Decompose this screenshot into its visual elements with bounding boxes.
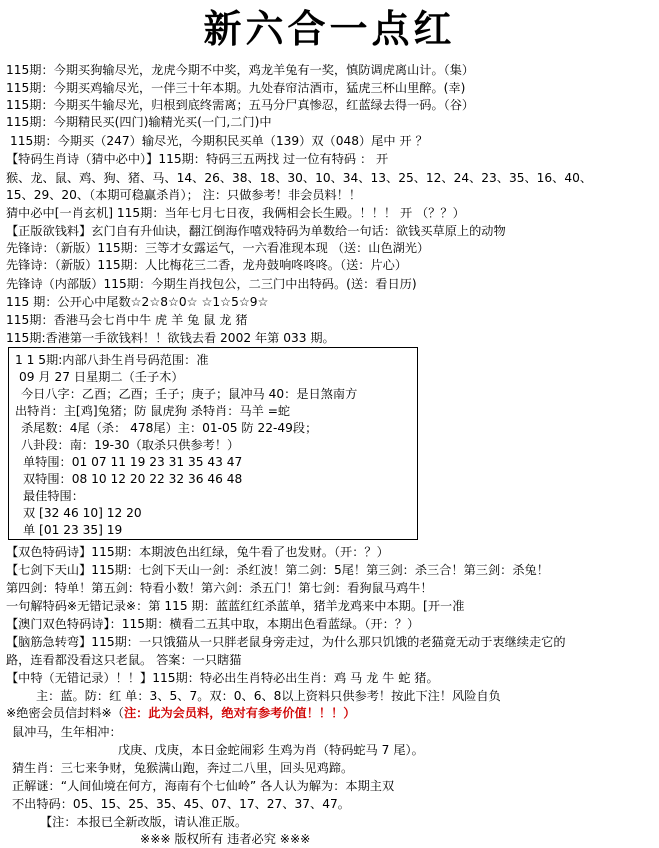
- bottom-line: 一句解特码※无错记录※：第 115 期：蓝蓝红红杀蓝单，猪羊龙鸡来中本期。[开一准: [6, 599, 465, 613]
- bottom-line: 路，连看都没看这只老鼠。 答案：一只瞎猫: [6, 653, 242, 667]
- top-line: 115期：今期精民买(四门)输精光买(一门,二门)中: [6, 115, 272, 129]
- vip-line: 【注：本报已全新改版，请认准正版。: [40, 815, 248, 829]
- box-line: 09 月 27 日星期二（壬子木）: [19, 370, 184, 384]
- top-line: 115期：今期买（247）输尽光，今期积民买单（139）双（048）尾中 开 ？: [10, 134, 428, 148]
- vip-note: 注：此为会员料，绝对有参考价值！！！）: [123, 706, 356, 720]
- box-line: 出特肖：主[鸡]兔猪；防 鼠虎狗 杀特肖：马羊 =蛇: [15, 404, 291, 418]
- box-line: 杀尾数：4尾（杀： 478尾）主：01-05 防 22-49段；: [21, 421, 318, 435]
- top-line: 115期：香港马会七肖中牛 虎 羊 兔 鼠 龙 猪: [6, 313, 248, 327]
- top-line: 先锋诗（内部版）115期：今期生肖找包公，二三门中出特码。(送：看日历): [6, 277, 417, 291]
- box-line: 单特围：01 07 11 19 23 31 35 43 47: [23, 455, 243, 469]
- bottom-line: 【澳门双色特码诗】：115期：横看二五其中取，本期出色看蓝绿。（开：？）: [6, 617, 420, 631]
- box-line: 单 [01 23 35] 19: [23, 523, 123, 537]
- vip-header-line: [6, 705, 356, 722]
- top-line: 15、29、20、（本期可稳赢杀肖）； 注：只做参考！非会员料！！: [6, 188, 362, 202]
- vip-line: 正解谜：“人间仙境在何方，海南有个七仙岭” 各人认为解为：本期主双: [12, 779, 395, 793]
- top-line: 【特码生肖诗（猜中必中）】115期：特码三五两找 过一位有特码 ： 开: [6, 152, 389, 166]
- vip-header: ※绝密会员信封料※（: [6, 706, 124, 720]
- bottom-line: 【七剑下天山】115期：七剑下天山一剑：杀红波！第二剑：5尾！第三剑：杀三合！第三剑：杀兔！: [6, 563, 549, 577]
- bottom-line: 【中特（无错记录）！！】115期：特必出生肖特必出生肖：鸡 马 龙 牛 蛇 猪。: [6, 671, 439, 685]
- bottom-line: 主：蓝。防：红 单：3、5、7。双：0、6、8以上资料只供参考！按此下注！风险自负: [36, 689, 501, 703]
- top-line: 【正版欲钱料】玄门自有升仙诀，翻江倒海作嘻戏特码为单数给一句话：欲钱买草原上的动物: [6, 224, 506, 238]
- prediction-box: [8, 347, 418, 540]
- top-line: 猴、龙、鼠、鸡、狗、猪、马、14、26、38、18、30、10、34、13、25、12、24、23、35、16、40、: [6, 171, 593, 185]
- page-title: 新六合一点红: [203, 6, 456, 51]
- box-line: 双特围：08 10 12 20 22 32 36 46 48: [23, 472, 243, 486]
- top-line: 先锋诗：（新版）115期：三等才女露运气，一六看准现本现 （送：山色湖光）: [6, 241, 430, 255]
- top-line: 115 期：公开心中尾数☆2☆8☆0☆ ☆1☆5☆9☆: [6, 295, 269, 309]
- top-line: 115期:香港第一手欲钱料！！欲钱去看 2002 年第 033 期。: [6, 331, 335, 345]
- box-line: 今日八字：乙酉；乙酉；壬子；庚子；鼠冲马 40：是日煞南方: [21, 387, 358, 401]
- top-line: 猜中必中[一肖玄机] 115期：当年七月七日夜，我俩相会长生殿。！！！ 开 （？？）: [6, 206, 465, 220]
- box-line: 最佳特围：: [23, 489, 84, 503]
- vip-line: 猜生肖：三七来争财，兔猴满山跑，奔过二八里，回头见鸡蹄。: [12, 761, 354, 775]
- vip-line: 鼠冲马，生年相冲：: [12, 725, 122, 739]
- box-line: 1 1 5期:内部八卦生肖号码范围：准: [15, 353, 209, 367]
- vip-line: 不出特码：05、15、25、35、45、07、17、27、37、47。: [12, 797, 350, 811]
- bottom-line: 第四剑：特单！第五剑：特看小数！第六剑：杀五门！第七剑：看狗鼠马鸡牛！: [6, 581, 433, 595]
- bottom-line: 【双色特码诗】115期：本期波色出红绿，兔牛看了也发财。（开：？）: [6, 545, 389, 559]
- vip-line: 戊庚、戊庚，本日金蛇闹彩 生鸡为肖（特码蛇马 7 尾）。: [118, 743, 424, 757]
- box-line: 八卦段：南：19-30（取杀只供参考！）: [21, 438, 240, 452]
- top-line: 115期：今期买牛输尽光，归根到底终需离；五马分尸真惨忍，红蓝绿去得一码。（谷）: [6, 98, 475, 112]
- top-line: 先锋诗：（新版）115期：人比梅花三二香，龙舟鼓响咚咚咚。（送：片心）: [6, 258, 408, 272]
- top-line: 115期：今期买鸡输尽光，一伴三十年本期。九处春帘沽酒市，猛虎三杯山里醉。(幸): [6, 81, 466, 95]
- bottom-line: 【脑筋急转弯】115期：一只饿猫从一只胖老鼠身旁走过，为什么那只饥饿的老猫竟无动于衷继续走它的: [6, 635, 566, 649]
- vip-line: ※※※ 版权所有 违者必究 ※※※: [140, 832, 311, 846]
- top-line: 115期：今期买狗输尽光，龙虎今期不中奖，鸡龙羊兔有一奖，慎防调虎离山计。（集）: [6, 63, 475, 77]
- box-line: 双 [32 46 10] 12 20: [23, 506, 142, 520]
